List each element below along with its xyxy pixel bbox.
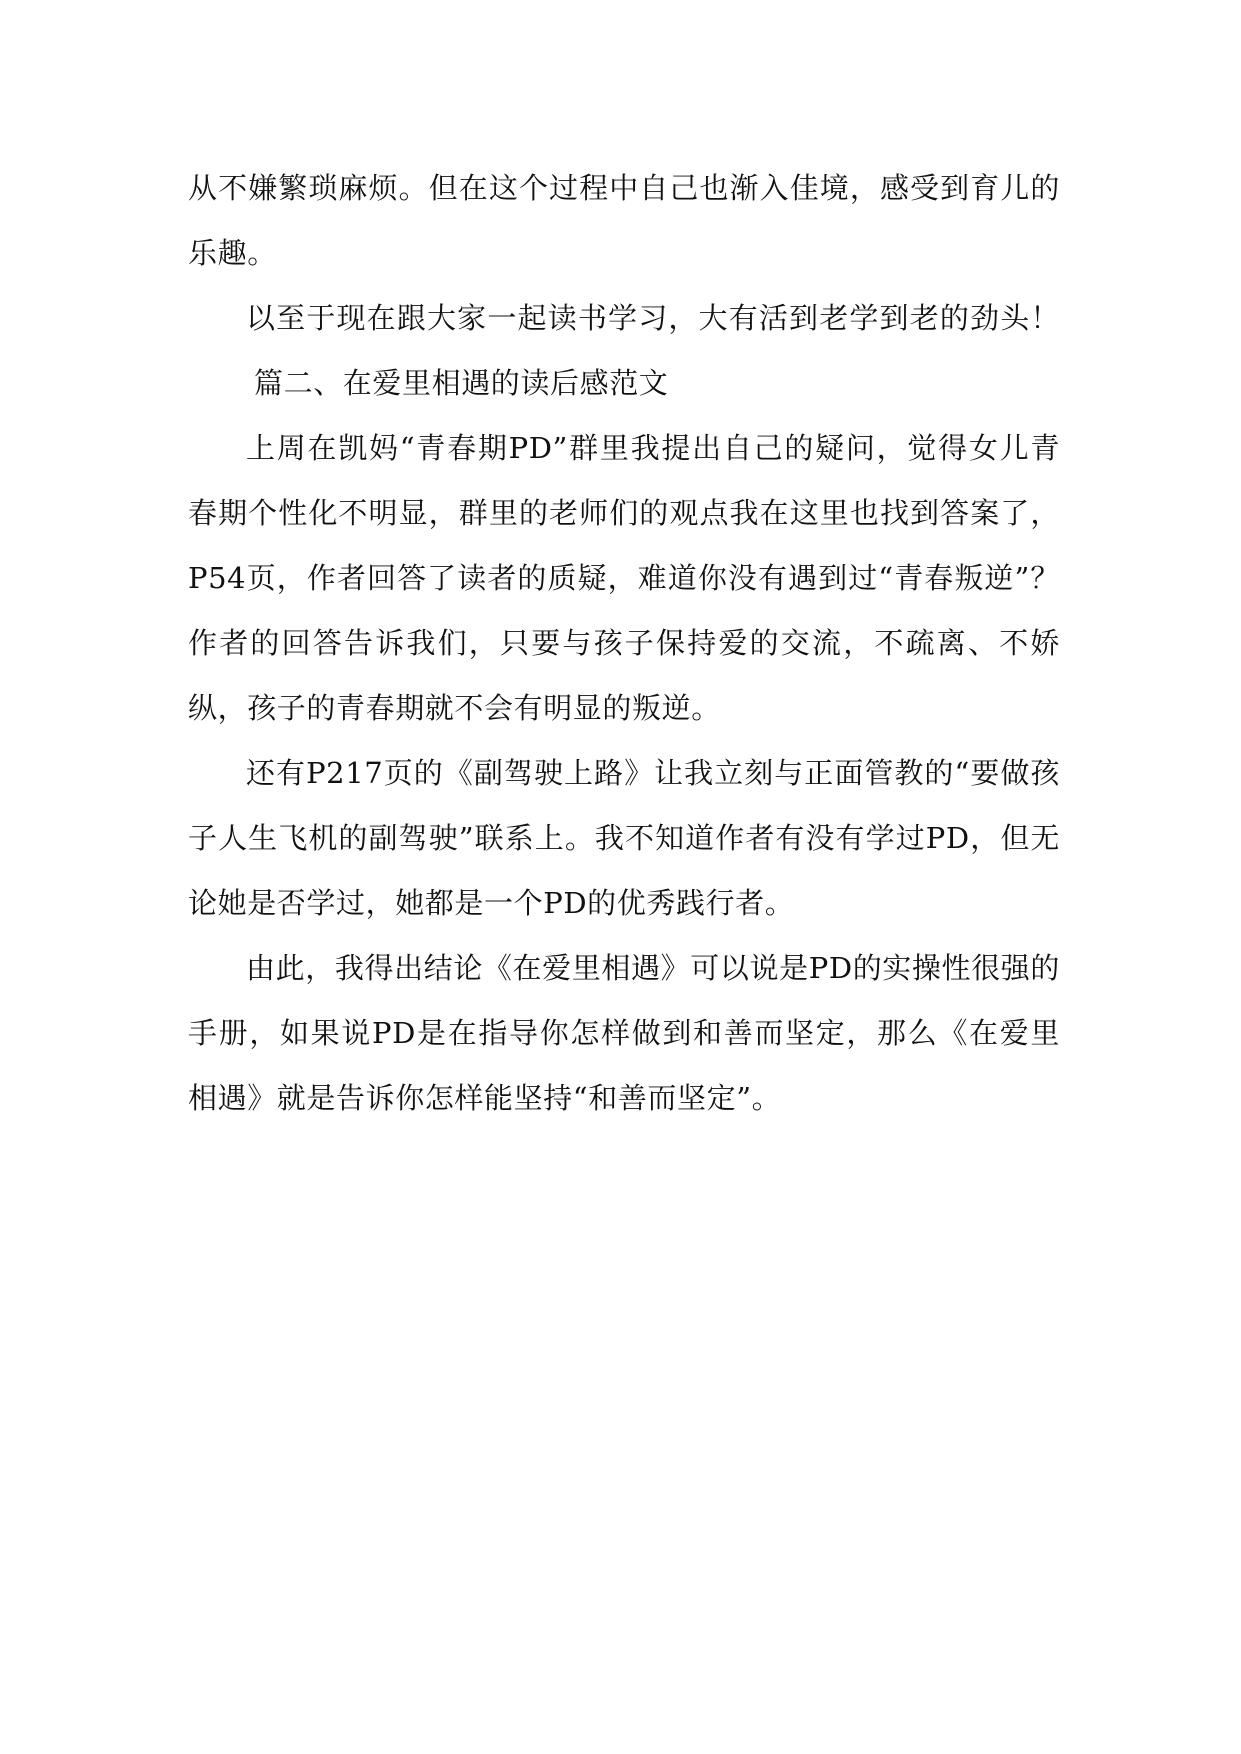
- paragraph-5: 由此，我得出结论《在爱里相遇》可以说是PD的实操性很强的手册，如果说PD是在指导你怎样做到和善而坚定，那么《在爱里相遇》就是告诉你怎样能坚持“和善而坚定”。: [188, 951, 1060, 1115]
- paragraph-1: 从不嫌繁琐麻烦。但在这个过程中自己也渐入佳境，感受到育儿的乐趣。: [188, 171, 1060, 270]
- paragraph-2: [188, 286, 1060, 416]
- section-heading: 篇二、在爱里相遇的读后感范文: [254, 366, 669, 400]
- paragraph-3: 上周在凯妈“青春期PD”群里我提出自己的疑问，觉得女儿青春期个性化不明显，群里的老师们的观点我在这里也找到答案了，P54页，作者回答了读者的质疑，难道你没有遇到过“青春叛逆”？作者的回答告诉我们，只要与孩子保持爱的交流，不疏离、不娇纵，孩子的青春期就不会有明显的叛逆。: [188, 431, 1060, 725]
- document-body: [188, 156, 1060, 1131]
- paragraph-4: 还有P217页的《副驾驶上路》让我立刻与正面管教的“要做孩子人生飞机的副驾驶”联系上。我不知道作者有没有学过PD，但无论她是否学过，她都是一个PD的优秀践行者。: [188, 756, 1060, 920]
- paragraph-2-text: 以至于现在跟大家一起读书学习，大有活到老学到老的劲头！: [246, 301, 1060, 335]
